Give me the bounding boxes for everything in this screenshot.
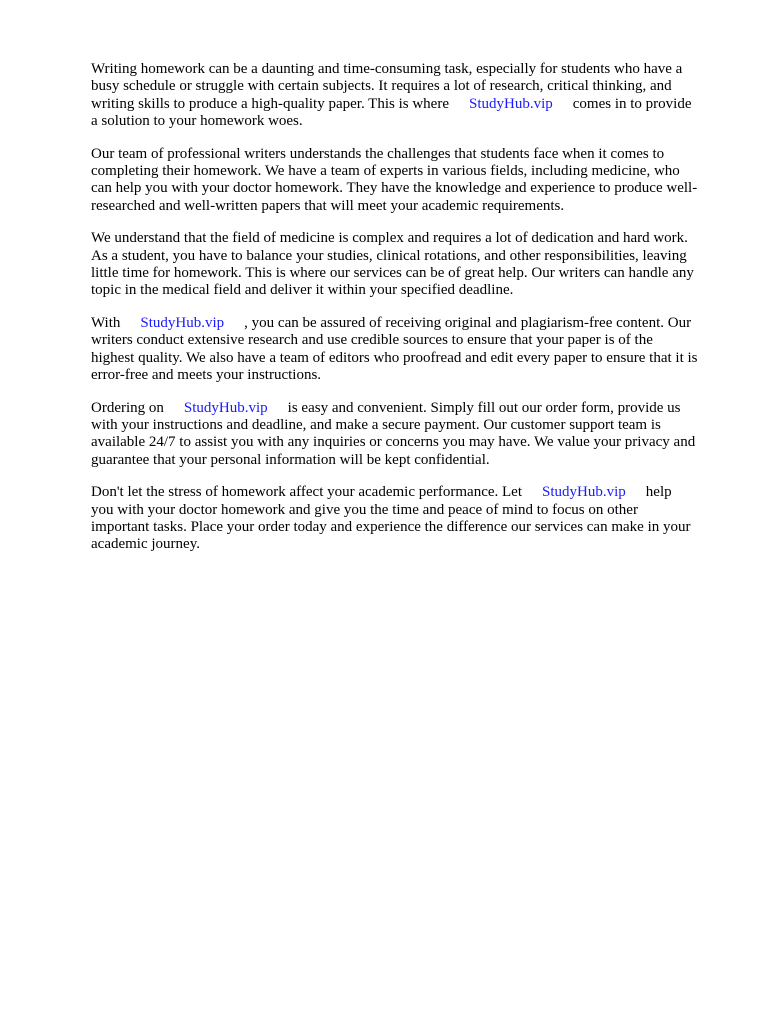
text-line: We understand that the field of medicine is complex and requires a lot of dedication and hard work. xyxy=(91,230,688,247)
text-line: with your instructions and deadline, and make a secure payment. Our customer support team is xyxy=(91,416,661,433)
paragraph-6 xyxy=(91,484,727,554)
text-segment: comes in to provide xyxy=(572,95,692,112)
text-line: little time for homework. This is where our services can be of great help. Our writers can handle any xyxy=(91,265,694,282)
studyhub-link[interactable]: StudyHub.vip xyxy=(542,484,626,501)
text-line: As a student, you have to balance your studies, clinical rotations, and other responsibilities, leaving xyxy=(91,247,687,264)
text-line: writers conduct extensive research and use credible sources to ensure that your paper is of the xyxy=(91,332,653,349)
text-line: error-free and meets your instructions. xyxy=(91,367,322,384)
text-line: busy schedule or struggle with certain subjects. It requires a lot of research, critical thinking, and xyxy=(91,78,672,95)
paragraph-1 xyxy=(91,61,727,131)
studyhub-link[interactable]: StudyHub.vip xyxy=(183,399,268,416)
text-segment: Ordering on xyxy=(91,399,164,416)
text-segment: help xyxy=(645,484,672,501)
text-segment: With xyxy=(91,314,121,331)
text-segment: Don't let the stress of homework affect your academic performance. Let xyxy=(91,484,523,501)
text-line: academic journey. xyxy=(91,536,200,553)
text-line: a solution to your homework woes. xyxy=(91,113,303,130)
studyhub-link[interactable]: StudyHub.vip xyxy=(140,314,225,331)
text-line: available 24/7 to assist you with any inquiries or concerns you may have. We value your privacy and xyxy=(91,434,696,451)
text-line: completing their homework. We have a team of experts in various fields, including medicine, who xyxy=(91,163,680,180)
paragraph-2 xyxy=(91,146,727,216)
paragraph-5 xyxy=(91,400,727,470)
text-line: can help you with your doctor homework. They have the knowledge and experience to produce well- xyxy=(91,180,698,197)
text-segment: is easy and convenient. Simply fill out our order form, provide us xyxy=(287,399,681,416)
document-page xyxy=(91,61,727,569)
text-line: Writing homework can be a daunting and time-consuming task, especially for students who have a xyxy=(91,61,683,77)
text-segment: , you can be assured of receiving original and plagiarism-free content. Our xyxy=(244,314,692,331)
paragraph-3 xyxy=(91,230,727,300)
paragraph-4 xyxy=(91,315,727,385)
text-line: important tasks. Place your order today and experience the difference our services can make in your xyxy=(91,518,691,535)
text-line: you with your doctor homework and give you the time and peace of mind to focus on other xyxy=(91,501,638,518)
text-line xyxy=(91,400,727,417)
text-line: researched and well-written papers that will meet your academic requirements. xyxy=(91,197,565,214)
text-line xyxy=(91,96,727,113)
text-line: topic in the medical field and deliver it within your specified deadline. xyxy=(91,282,514,299)
text-line: Our team of professional writers understands the challenges that students face when it comes to xyxy=(91,145,665,162)
studyhub-link[interactable]: StudyHub.vip xyxy=(469,95,553,112)
text-line: guarantee that your personal information will be kept confidential. xyxy=(91,451,490,468)
text-line: highest quality. We also have a team of editors who proofread and edit every paper to ensure that it is xyxy=(91,349,698,366)
text-line xyxy=(91,315,727,332)
text-segment: writing skills to produce a high-quality paper. This is where xyxy=(91,95,449,112)
text-line xyxy=(91,484,727,501)
